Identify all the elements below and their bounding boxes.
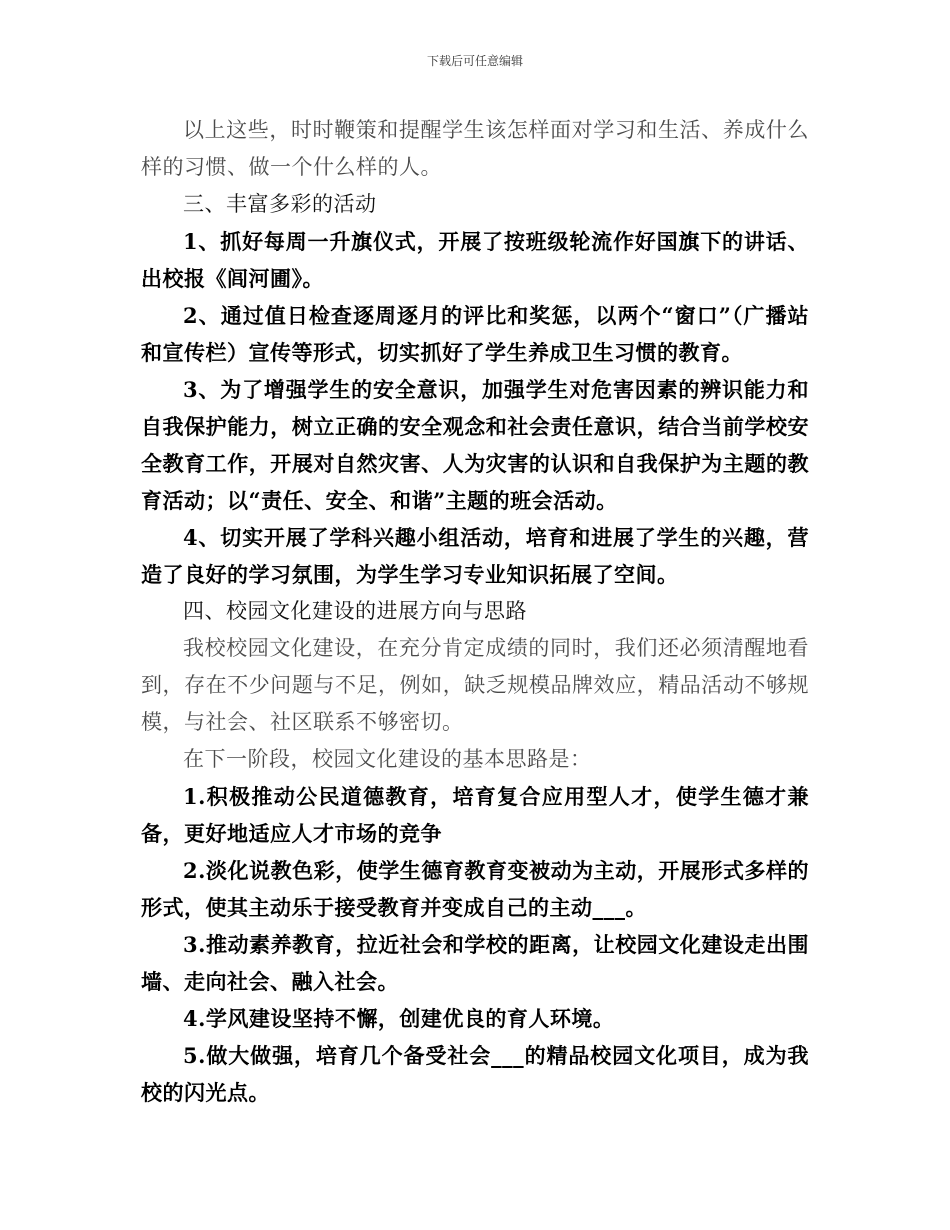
paragraph-flag-ceremony: 1、抓好每周一升旗仪式，开展了按班级轮流作好国旗下的讲话、出校报《闾河圃》。 <box>141 229 809 291</box>
list-item-moral-education: 1.积极推动公民道德教育，培育复合应用型人才，使学生德才兼备，更好地适应人才市场的竞争 <box>141 784 809 846</box>
section-heading-activities: 三、丰富多彩的活动 <box>183 192 377 216</box>
paragraph-safety-education: 3、为了增强学生的安全意识，加强学生对危害因素的辨识能力和自我保护能力，树立正确的安全观念和社会责任意识，结合当前学校安全教育工作，开展对自然灾害、人为灾害的认识和自我保护为主题的教育活动；以“责任、安全、和谐”主题的班会活动。 <box>141 377 809 513</box>
list-item-flagship-projects: 5.做大做强，培育几个备受社会___的精品校园文化项目，成为我校的闪光点。 <box>141 1043 809 1105</box>
list-item-study-style: 4.学风建设坚持不懈，创建优良的育人环境。 <box>183 1006 615 1031</box>
paragraph-next-stage: 在下一阶段，校园文化建设的基本思路是： <box>183 747 592 771</box>
paragraph-duty-inspection: 2、通过值日检查逐周逐月的评比和奖惩，以两个“窗口”（广播站和宣传栏）宣传等形式，切实抓好了学生养成卫生习惯的教育。 <box>141 303 809 365</box>
paragraph-problems: 我校校园文化建设，在充分肯定成绩的同时，我们还必须清醒地看到，存在不少问题与不足，例如，缺乏规模品牌效应，精品活动不够规模，与社会、社区联系不够密切。 <box>141 636 809 734</box>
list-item-quality-education: 3.推动素养教育，拉近社会和学校的距离，让校园文化建设走出围墙、走向社会、融入社会。 <box>141 932 809 994</box>
paragraph-interest-groups: 4、切实开展了学科兴趣小组活动，培育和进展了学生的兴趣，营造了良好的学习氛围，为学生学习专业知识拓展了空间。 <box>141 525 809 587</box>
section-heading-direction: 四、校园文化建设的进展方向与思路 <box>183 599 527 623</box>
list-item-reduce-preaching: 2.淡化说教色彩，使学生德育教育变被动为主动，开展形式多样的形式，使其主动乐于接受教育并变成自己的主动___。 <box>141 858 809 920</box>
page-header: 下载后可任意编辑 <box>426 54 523 68</box>
paragraph-summary: 以上这些，时时鞭策和提醒学生该怎样面对学习和生活、养成什么样的习惯、做一个什么样的人。 <box>141 118 809 179</box>
document-body <box>141 112 809 1111</box>
